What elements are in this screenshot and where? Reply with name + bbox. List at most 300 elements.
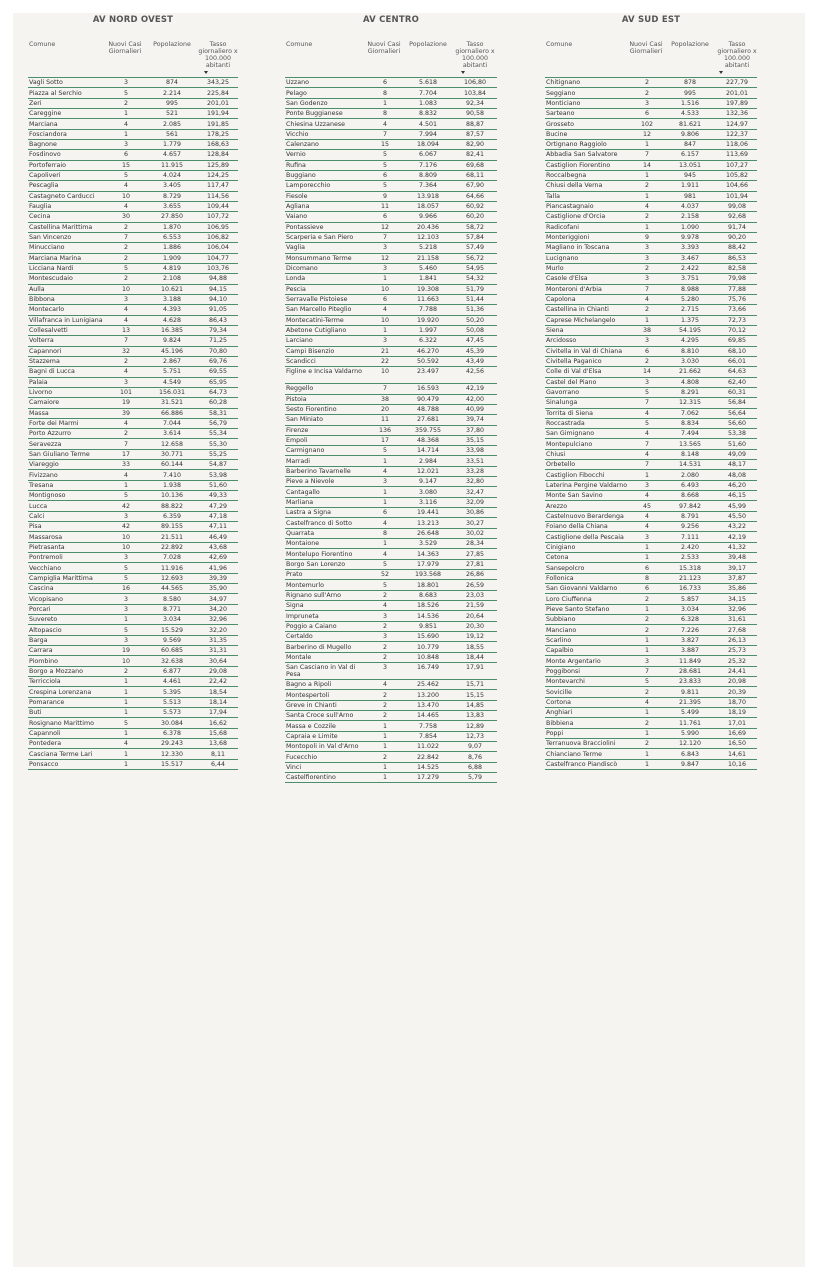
table-row[interactable]	[285, 223, 497, 233]
table-row[interactable]	[545, 553, 757, 563]
cell-popolazione: 8.729	[162, 192, 182, 200]
table-row[interactable]	[285, 436, 497, 446]
table-row[interactable]	[28, 367, 238, 377]
table-row[interactable]	[285, 274, 497, 284]
cell-comune: Vicchio	[286, 130, 309, 138]
sort-desc-icon[interactable]	[719, 71, 723, 74]
header-comune[interactable]: Comune	[29, 41, 56, 48]
cell-nuovi-casi: 4	[644, 409, 649, 417]
cell-comune: Montaione	[286, 540, 320, 548]
table-row[interactable]	[545, 698, 757, 708]
table-row[interactable]	[28, 667, 238, 677]
table-row[interactable]	[28, 212, 238, 222]
table-row[interactable]	[545, 171, 757, 181]
table-row[interactable]	[545, 667, 757, 677]
cell-tasso: 42,19	[465, 385, 485, 393]
table-row[interactable]	[28, 109, 238, 119]
header-popolazione[interactable]: Popolazione	[153, 41, 191, 48]
table-row[interactable]	[28, 439, 238, 449]
table-row[interactable]	[545, 460, 757, 470]
table-row[interactable]	[28, 388, 238, 398]
table-row[interactable]	[28, 202, 238, 212]
cell-comune: Pescia	[286, 285, 306, 293]
table-row[interactable]	[545, 543, 757, 553]
table-row[interactable]	[285, 212, 497, 222]
table-row[interactable]	[285, 326, 497, 336]
table-row[interactable]	[545, 295, 757, 305]
cell-comune: Castelfiorentino	[286, 774, 336, 782]
table-row[interactable]	[545, 243, 757, 253]
cell-comune: Gavorrano	[546, 389, 580, 397]
table-row[interactable]	[545, 119, 757, 129]
header-tasso[interactable]: Tasso giornaliero x 100.000 abitanti	[717, 41, 757, 69]
table-row[interactable]	[28, 316, 238, 326]
sort-desc-icon[interactable]	[461, 71, 465, 74]
cell-tasso: 54,32	[465, 275, 485, 283]
table-row[interactable]	[545, 161, 757, 171]
table-row[interactable]	[285, 78, 497, 88]
table-row[interactable]	[545, 729, 757, 739]
table-row[interactable]	[545, 285, 757, 295]
table-row[interactable]	[545, 646, 757, 656]
cell-nuovi-casi: 7	[644, 440, 649, 448]
header-tasso[interactable]: Tasso giornaliero x 100.000 abitanti	[198, 41, 238, 69]
cell-tasso: 117,47	[206, 182, 230, 190]
table-row[interactable]	[285, 254, 497, 264]
cell-tasso: 92,68	[727, 213, 747, 221]
cell-tasso: 57,49	[465, 244, 485, 252]
table-row[interactable]	[28, 512, 238, 522]
cell-nuovi-casi: 10	[121, 533, 130, 541]
table-row[interactable]	[285, 395, 497, 405]
cell-popolazione: 4.628	[162, 316, 182, 324]
table-row[interactable]	[28, 171, 238, 181]
table-row[interactable]	[28, 378, 238, 388]
cell-tasso: 178,25	[206, 130, 230, 138]
table-row[interactable]	[28, 88, 238, 98]
cell-comune: San Giovanni Valdarno	[546, 585, 618, 593]
cell-comune: Barga	[29, 636, 48, 644]
table-row[interactable]	[28, 99, 238, 109]
cell-tasso: 42,69	[208, 554, 228, 562]
header-nuovi-casi[interactable]: Nuovi Casi Giornalieri	[629, 41, 663, 55]
table-row[interactable]	[545, 88, 757, 98]
table-row[interactable]	[545, 274, 757, 284]
table-row[interactable]	[285, 498, 497, 508]
table-row[interactable]	[28, 419, 238, 429]
cell-tasso: 201,01	[725, 89, 749, 97]
table-row[interactable]	[28, 677, 238, 687]
table-row[interactable]	[285, 560, 497, 570]
table-row[interactable]	[28, 326, 238, 336]
table-row[interactable]	[28, 357, 238, 367]
table-row[interactable]	[28, 563, 238, 573]
table-row[interactable]	[545, 409, 757, 419]
table-row[interactable]	[285, 580, 497, 590]
table-row[interactable]	[28, 161, 238, 171]
table-row[interactable]	[28, 553, 238, 563]
table-row[interactable]	[285, 732, 497, 742]
table-row[interactable]	[545, 223, 757, 233]
cell-tasso: 20,39	[727, 688, 747, 696]
table-row[interactable]	[28, 460, 238, 470]
cell-popolazione: 10.779	[416, 643, 440, 651]
table-row[interactable]	[545, 677, 757, 687]
cell-tasso: 45,99	[727, 502, 747, 510]
table-row[interactable]	[285, 161, 497, 171]
table-row[interactable]	[28, 398, 238, 408]
table-row[interactable]	[28, 491, 238, 501]
table-row[interactable]	[285, 591, 497, 601]
cell-popolazione: 8.832	[418, 110, 438, 118]
table-row[interactable]	[545, 347, 757, 357]
table-row[interactable]	[285, 622, 497, 632]
table-row[interactable]	[28, 130, 238, 140]
table-row[interactable]	[545, 605, 757, 615]
cell-comune: Greve in Chianti	[286, 701, 337, 709]
cell-popolazione: 359.755	[414, 426, 442, 434]
table-row[interactable]	[285, 243, 497, 253]
table-row[interactable]	[28, 501, 238, 511]
table-row[interactable]	[285, 336, 497, 346]
table-row[interactable]	[28, 625, 238, 635]
table-row[interactable]	[545, 305, 757, 315]
table-row[interactable]	[28, 347, 238, 357]
table-row[interactable]	[28, 636, 238, 646]
table-row[interactable]	[285, 467, 497, 477]
table-row[interactable]	[545, 254, 757, 264]
cell-tasso: 70,12	[727, 327, 747, 335]
table-row[interactable]	[545, 574, 757, 584]
table-row[interactable]	[285, 384, 497, 394]
cell-tasso: 51,60	[208, 481, 228, 489]
table-row[interactable]	[285, 773, 497, 783]
table-row[interactable]	[545, 192, 757, 202]
table-row[interactable]	[28, 605, 238, 615]
cell-tasso: 128,84	[206, 151, 230, 159]
table-row[interactable]	[28, 243, 238, 253]
table-row[interactable]	[28, 760, 238, 770]
table-row[interactable]	[285, 742, 497, 752]
table-row[interactable]	[28, 223, 238, 233]
cell-comune: Talla	[546, 192, 561, 200]
cell-nuovi-casi: 3	[644, 275, 649, 283]
table-row[interactable]	[545, 388, 757, 398]
cell-tasso: 27,81	[465, 560, 485, 568]
cell-popolazione: 26.648	[416, 529, 440, 537]
cell-tasso: 15,68	[208, 729, 228, 737]
table-row[interactable]	[285, 711, 497, 721]
table-row[interactable]	[285, 611, 497, 621]
table-row[interactable]	[545, 140, 757, 150]
table-row[interactable]	[545, 378, 757, 388]
table-row[interactable]	[545, 212, 757, 222]
table-row[interactable]	[28, 574, 238, 584]
cell-tasso: 118,06	[725, 141, 749, 149]
table-row[interactable]	[28, 532, 238, 542]
header-popolazione[interactable]: Popolazione	[671, 41, 709, 48]
table-row[interactable]	[28, 140, 238, 150]
table-row[interactable]	[285, 202, 497, 212]
cell-tasso: 8,76	[467, 753, 483, 761]
cell-comune: Castellina in Chianti	[546, 306, 609, 314]
table-row[interactable]	[28, 254, 238, 264]
table-row[interactable]	[285, 518, 497, 528]
cell-nuovi-casi: 42	[121, 523, 130, 531]
table-row[interactable]	[545, 532, 757, 542]
cell-nuovi-casi: 4	[123, 368, 128, 376]
table-row[interactable]	[545, 150, 757, 160]
table-row[interactable]	[545, 481, 757, 491]
cell-tasso: 56,64	[727, 409, 747, 417]
table-row[interactable]	[545, 326, 757, 336]
table-row[interactable]	[28, 78, 238, 88]
table-row[interactable]	[28, 181, 238, 191]
table-row[interactable]	[545, 625, 757, 635]
table-row[interactable]	[285, 456, 497, 466]
report-panel	[13, 13, 805, 1267]
table-row[interactable]	[28, 470, 238, 480]
table-row[interactable]	[28, 285, 238, 295]
header-popolazione[interactable]: Popolazione	[409, 41, 447, 48]
table-row[interactable]	[545, 760, 757, 770]
table-row[interactable]	[545, 491, 757, 501]
table-row[interactable]	[285, 663, 497, 680]
cell-tasso: 88,87	[465, 120, 485, 128]
table-row[interactable]	[545, 202, 757, 212]
cell-tasso: 70,80	[208, 347, 228, 355]
table-row[interactable]	[285, 680, 497, 690]
table-row[interactable]	[545, 336, 757, 346]
table-row[interactable]	[285, 529, 497, 539]
cell-popolazione: 3.080	[418, 488, 438, 496]
table-row[interactable]	[285, 181, 497, 191]
sort-desc-icon[interactable]	[204, 71, 208, 74]
table-row[interactable]	[545, 398, 757, 408]
cell-comune: Bagno a Ripoli	[286, 681, 332, 689]
table-row[interactable]	[28, 295, 238, 305]
table-row[interactable]	[285, 701, 497, 711]
table-row[interactable]	[28, 264, 238, 274]
table-row[interactable]	[285, 477, 497, 487]
table-row[interactable]	[28, 718, 238, 728]
table-row[interactable]	[285, 415, 497, 425]
table-row[interactable]	[285, 295, 497, 305]
table-row[interactable]	[545, 636, 757, 646]
table-row[interactable]	[285, 171, 497, 181]
table-row[interactable]	[28, 543, 238, 553]
table-row[interactable]	[545, 316, 757, 326]
table-row[interactable]	[285, 549, 497, 559]
header-comune[interactable]: Comune	[546, 41, 573, 48]
table-row[interactable]	[545, 718, 757, 728]
table-row[interactable]	[545, 99, 757, 109]
table-row[interactable]	[285, 233, 497, 243]
table-row[interactable]	[285, 99, 497, 109]
table-row[interactable]	[545, 450, 757, 460]
table-row[interactable]	[28, 656, 238, 666]
table-row[interactable]	[28, 429, 238, 439]
cell-comune: Santa Croce sull'Arno	[286, 712, 354, 720]
table-row[interactable]	[285, 690, 497, 700]
table-row[interactable]	[28, 708, 238, 718]
table-row[interactable]	[285, 357, 497, 367]
table-row[interactable]	[28, 192, 238, 202]
cell-tasso: 31,31	[208, 647, 228, 655]
table-row[interactable]	[545, 594, 757, 604]
table-row[interactable]	[28, 584, 238, 594]
table-row[interactable]	[28, 729, 238, 739]
table-row[interactable]	[285, 264, 497, 274]
table-row[interactable]	[285, 446, 497, 456]
cell-comune: Colle di Val d'Elsa	[546, 368, 602, 376]
cell-popolazione: 6.843	[680, 750, 700, 758]
cell-tasso: 27,68	[727, 626, 747, 634]
table-row[interactable]	[285, 119, 497, 129]
table-row[interactable]	[28, 150, 238, 160]
cell-nuovi-casi: 4	[123, 316, 128, 324]
cell-comune: Chiesina Uzzanese	[286, 120, 345, 128]
cell-comune: Abbadia San Salvatore	[546, 151, 618, 159]
cell-nuovi-casi: 4	[382, 519, 387, 527]
cell-comune: Seggiano	[546, 89, 576, 97]
table-row[interactable]	[28, 481, 238, 491]
cell-tasso: 106,04	[206, 244, 230, 252]
table-row[interactable]	[28, 233, 238, 243]
table-row[interactable]	[545, 512, 757, 522]
table-row[interactable]	[545, 470, 757, 480]
cell-popolazione: 4.657	[162, 151, 182, 159]
cell-nuovi-casi: 4	[123, 306, 128, 314]
cell-popolazione: 12.120	[678, 740, 702, 748]
cell-nuovi-casi: 1	[123, 750, 128, 758]
cell-popolazione: 7.788	[418, 306, 438, 314]
table-row[interactable]	[545, 687, 757, 697]
cell-tasso: 87,57	[465, 130, 485, 138]
table-row[interactable]	[285, 405, 497, 415]
cell-tasso: 60,92	[465, 203, 485, 211]
table-row[interactable]	[285, 721, 497, 731]
cell-comune: Porto Azzurro	[29, 430, 72, 438]
table-row[interactable]	[28, 305, 238, 315]
table-row[interactable]	[545, 78, 757, 88]
table-row[interactable]	[28, 594, 238, 604]
table-row[interactable]	[285, 653, 497, 663]
table-row[interactable]	[28, 119, 238, 129]
header-tasso[interactable]: Tasso giornaliero x 100.000 abitanti	[455, 41, 495, 69]
table-row[interactable]	[28, 450, 238, 460]
table-row[interactable]	[545, 233, 757, 243]
cell-tasso: 35,90	[208, 585, 228, 593]
cell-popolazione: 193.568	[414, 571, 442, 579]
table-row[interactable]	[545, 181, 757, 191]
table-row[interactable]	[285, 305, 497, 315]
table-row[interactable]	[285, 109, 497, 119]
cell-nuovi-casi: 4	[644, 523, 649, 531]
table-row[interactable]	[285, 192, 497, 202]
table-row[interactable]	[285, 347, 497, 357]
table-row[interactable]	[545, 749, 757, 759]
table-row[interactable]	[285, 88, 497, 98]
table-row[interactable]	[545, 367, 757, 377]
table-row[interactable]	[285, 130, 497, 140]
table-row[interactable]	[28, 409, 238, 419]
table-row[interactable]	[285, 426, 497, 436]
table-row[interactable]	[545, 429, 757, 439]
cell-comune: Pieve a Nievole	[286, 478, 335, 486]
table-row[interactable]	[285, 285, 497, 295]
table-row[interactable]	[285, 601, 497, 611]
cell-popolazione: 3.827	[680, 636, 700, 644]
cell-comune: Signa	[286, 602, 304, 610]
table-row[interactable]	[545, 615, 757, 625]
table-row[interactable]	[285, 570, 497, 580]
cell-comune: Vinci	[286, 763, 302, 771]
table-row[interactable]	[545, 439, 757, 449]
table-row[interactable]	[28, 749, 238, 759]
cell-nuovi-casi: 4	[123, 471, 128, 479]
header-nuovi-casi[interactable]: Nuovi Casi Giornalieri	[108, 41, 142, 55]
table-row[interactable]	[28, 615, 238, 625]
cell-tasso: 32,96	[208, 616, 228, 624]
table-row[interactable]	[545, 522, 757, 532]
table-row[interactable]	[28, 687, 238, 697]
cell-popolazione: 12.021	[416, 468, 440, 475]
table-row[interactable]	[285, 763, 497, 773]
table-row[interactable]	[285, 632, 497, 642]
table-row[interactable]	[545, 739, 757, 749]
table-row[interactable]	[28, 698, 238, 708]
cell-comune: Montignoso	[29, 492, 66, 500]
cell-comune: Piancastagnaio	[546, 203, 594, 211]
cell-comune: Pelago	[286, 89, 307, 97]
cell-nuovi-casi: 4	[382, 306, 387, 314]
table-row[interactable]	[285, 539, 497, 549]
table-row[interactable]	[28, 336, 238, 346]
table-row[interactable]	[285, 316, 497, 326]
table-row[interactable]	[28, 274, 238, 284]
table-row[interactable]	[545, 501, 757, 511]
table-row[interactable]	[285, 487, 497, 497]
table-row[interactable]	[285, 642, 497, 652]
table-row[interactable]	[545, 563, 757, 573]
table-row[interactable]	[28, 646, 238, 656]
header-comune[interactable]: Comune	[286, 41, 313, 48]
table-row[interactable]	[285, 367, 497, 384]
cell-popolazione: 89.155	[160, 523, 184, 531]
table-row[interactable]	[545, 264, 757, 274]
cell-comune: Cantagallo	[286, 488, 320, 496]
table-row[interactable]	[28, 739, 238, 749]
table-row[interactable]	[285, 140, 497, 150]
table-row[interactable]	[28, 522, 238, 532]
cell-tasso: 82,58	[727, 265, 747, 273]
table-row[interactable]	[545, 419, 757, 429]
table-row[interactable]	[545, 708, 757, 718]
table-row[interactable]	[545, 109, 757, 119]
table-row[interactable]	[285, 508, 497, 518]
table-row[interactable]	[545, 357, 757, 367]
table-row[interactable]	[285, 752, 497, 762]
table-row[interactable]	[285, 150, 497, 160]
table-row[interactable]	[545, 584, 757, 594]
header-nuovi-casi[interactable]: Nuovi Casi Giornalieri	[367, 41, 401, 55]
cell-nuovi-casi: 3	[123, 79, 128, 87]
cell-comune: Carrara	[29, 647, 53, 655]
cell-tasso: 104,77	[206, 254, 230, 262]
table-row[interactable]	[545, 656, 757, 666]
table-row[interactable]	[545, 130, 757, 140]
